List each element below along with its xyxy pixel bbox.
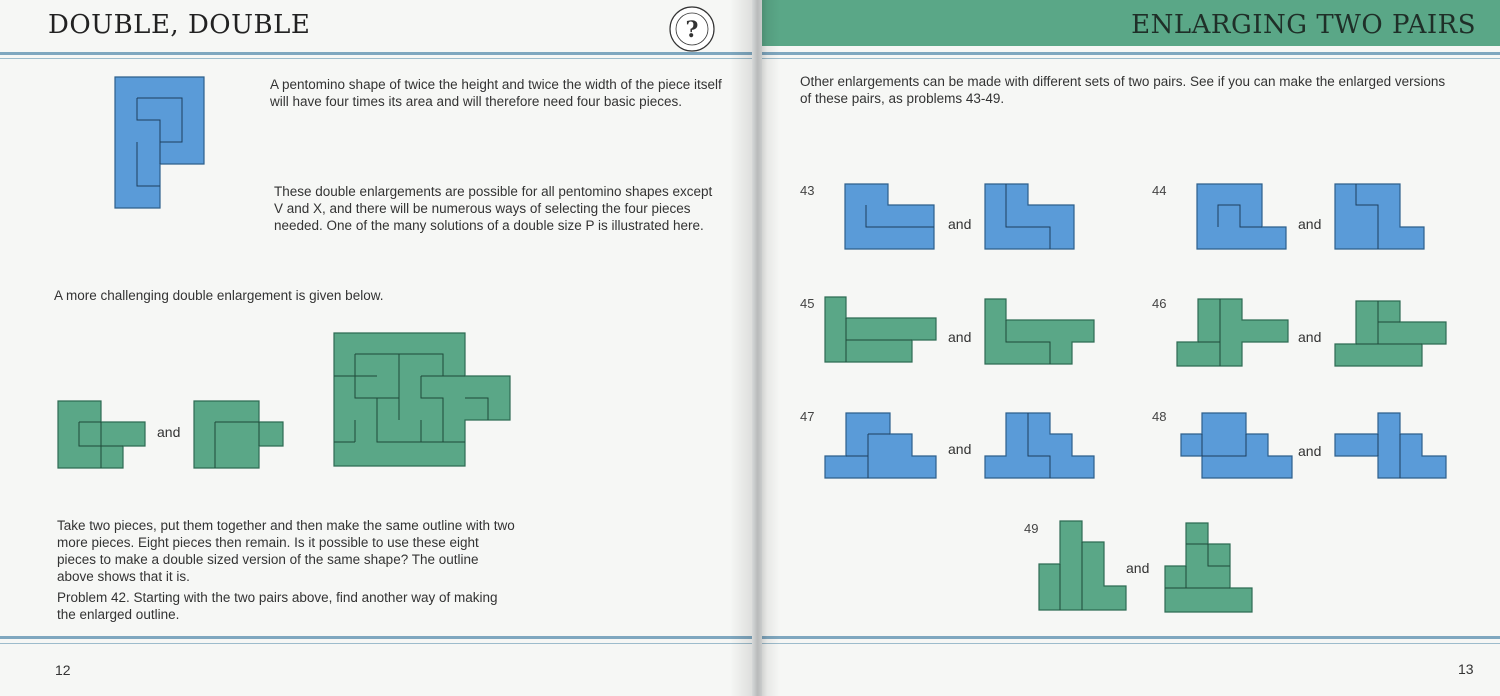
problem-48-piece-2 [1334,412,1448,480]
and-label: and [948,216,972,232]
question-mark-emblem-icon [660,4,724,54]
and-label: and [1126,560,1150,576]
footer-rule-thin [0,643,752,644]
and-label: and [1298,216,1322,232]
and-label: and [1298,443,1322,459]
and-label: and [948,441,972,457]
and-label: and [1298,329,1322,345]
green-pair-piece-1 [57,400,147,470]
svg-text:?: ? [685,17,699,43]
intro-paragraph: A pentomino shape of twice the height and twice the width of the piece itself will have four times its area and will therefore need four basic pieces. [270,77,722,109]
footer-rule [762,636,1500,639]
footer-rule [0,636,752,639]
problem-46-piece-2 [1334,300,1448,370]
page-number: 12 [55,662,71,678]
page-title: ENLARGING TWO PAIRS [1131,10,1476,40]
enlargement-paragraph: These double enlargements are possible for all pentomino shapes except V and X, and there will be numerous ways of selecting the four pieces needed. One of the many solutions of a double size P is illustrated here. [274,184,713,233]
problem-number: 44 [1152,183,1167,198]
problem-42-paragraph: Problem 42. Starting with the two pairs above, find another way of making the enlarged outline. [57,590,498,622]
problem-49-piece-2 [1164,522,1256,614]
problem-47-piece-1 [824,412,938,480]
problem-43-piece-1 [844,183,936,251]
problem-number: 48 [1152,409,1167,424]
explanation-paragraph: Take two pieces, put them together and then make the same outline with two more pieces. Eight pieces then remain. Is it possible to use these eight pieces to make a double sized version of the same shape? The outline above shows that it is. [57,518,515,584]
header-rule-thin [0,58,752,59]
problem-43-piece-2 [984,183,1076,251]
challenge-paragraph: A more challenging double enlargement is given below. [54,288,384,303]
page-title: DOUBLE, DOUBLE [48,10,311,40]
problem-44-piece-2 [1334,183,1426,251]
problem-number: 45 [800,296,815,311]
header-rule-thin [762,58,1500,59]
problem-47-piece-2 [984,412,1098,480]
problem-44-piece-1 [1196,183,1288,251]
and-label: and [157,424,181,440]
footer-rule-thin [762,643,1500,644]
problem-49-piece-1 [1038,520,1130,612]
header-rule [762,52,1500,55]
right-page [762,0,1500,696]
problem-number: 47 [800,409,815,424]
header-rule [0,52,752,55]
double-p-pentomino-figure [114,76,206,210]
double-enlarged-outline [333,332,513,468]
green-pair-piece-2 [193,400,285,470]
problem-number: 49 [1024,521,1039,536]
and-label: and [948,329,972,345]
problem-46-piece-1 [1176,298,1290,368]
problem-number: 46 [1152,296,1167,311]
page-number: 13 [1458,661,1474,677]
intro-paragraph: Other enlargements can be made with different sets of two pairs. See if you can make the enlarged versions of these pairs, as problems 43-49. [800,74,1446,106]
problem-45-piece-2 [984,298,1098,366]
problem-48-piece-1 [1180,412,1294,480]
problem-45-piece-1 [824,296,938,364]
problem-number: 43 [800,183,815,198]
